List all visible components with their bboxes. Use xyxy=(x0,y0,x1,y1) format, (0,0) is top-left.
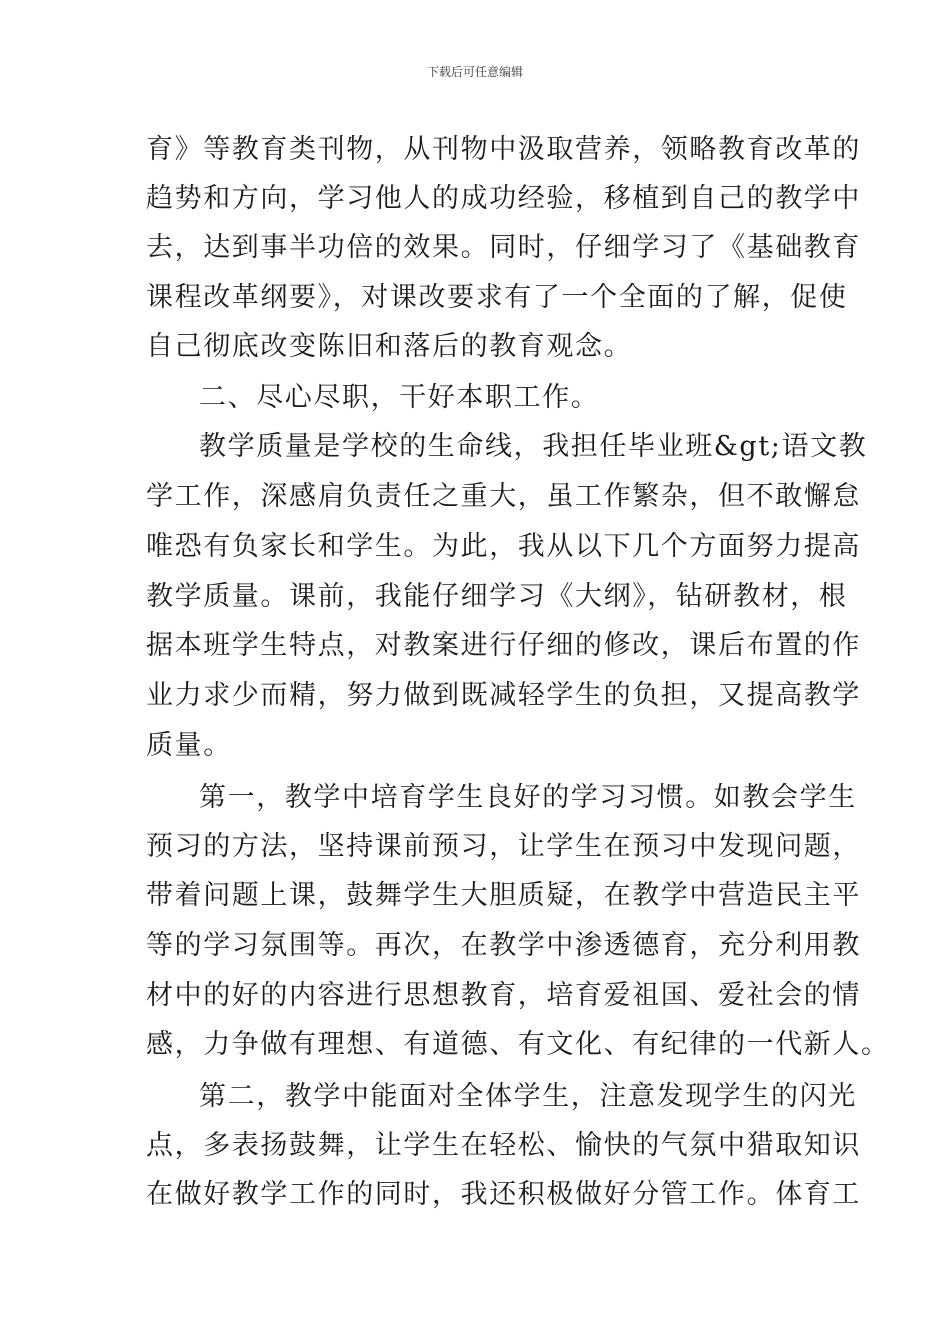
text-line: 业力求少而精，努力做到既减轻学生的负担，又提高教学 xyxy=(146,680,861,711)
text-line: 在做好教学工作的同时，我还积极做好分管工作。体育工 xyxy=(146,1179,861,1210)
text-line: 感，力争做有理想、有道德、有文化、有纪律的一代新人。 xyxy=(146,1029,890,1060)
text-line: 质量。 xyxy=(146,730,232,761)
text-line: 自己彻底改变陈旧和落后的教育观念。 xyxy=(146,331,633,362)
text-line: 材中的好的内容进行思想教育，培育爱祖国、爱社会的情 xyxy=(146,980,861,1011)
text-line: 点，多表扬鼓舞，让学生在轻松、愉快的气氛中猎取知识 xyxy=(146,1130,861,1161)
text-line: 教学质量。课前，我能仔细学习《大纲》，钻研教材，根 xyxy=(146,581,848,612)
text-line: 据本班学生特点，对教案进行仔细的修改，课后布置的作 xyxy=(146,630,861,661)
text-line: 学工作，深感肩负责任之重大，虽工作繁杂，但不敢懈怠 xyxy=(146,481,861,512)
text-line: 等的学习氛围等。再次，在教学中渗透德育，充分利用教 xyxy=(146,930,861,961)
text-line: 去，达到事半功倍的效果。同时，仔细学习了《基础教育 xyxy=(146,232,861,263)
section-heading: 二、尽心尽职，干好本职工作。 xyxy=(199,382,600,413)
text-line: 唯恐有负家长和学生。为此，我从以下几个方面努力提高 xyxy=(146,531,861,562)
text-line: 第一，教学中培育学生良好的学习习惯。如教会学生 xyxy=(199,782,857,813)
text-line: 趋势和方向，学习他人的成功经验，移植到自己的教学中 xyxy=(146,183,861,214)
text-line: 课程改革纲要》，对课改要求有了一个全面的了解，促使 xyxy=(146,282,848,313)
text-line: 第二，教学中能面对全体学生，注意发现学生的闪光 xyxy=(199,1081,857,1112)
text-line: 育》等教育类刊物，从刊物中汲取营养，领略教育改革的 xyxy=(146,134,861,165)
text-line: 预习的方法，坚持课前预习，让学生在预习中发现问题， xyxy=(146,831,861,862)
page-header: 下载后可任意编辑 xyxy=(426,65,523,79)
text-line: 带着问题上课，鼓舞学生大胆质疑，在教学中营造民主平 xyxy=(146,880,861,911)
text-line: 教学质量是学校的生命线，我担任毕业班&gt;语文教 xyxy=(199,431,868,462)
